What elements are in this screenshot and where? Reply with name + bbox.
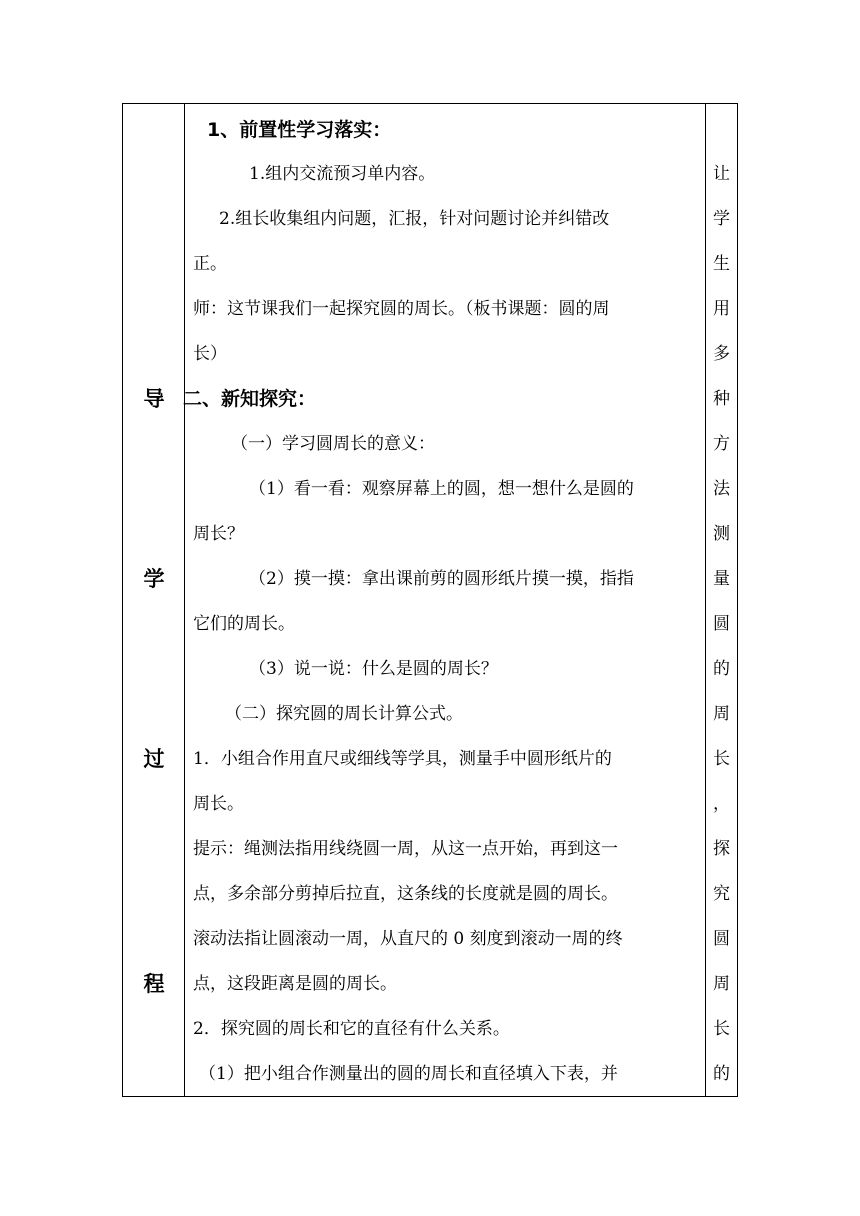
text-line: 1．小组合作用直尺或细线等学具，测量手中圆形纸片的 xyxy=(193,749,612,769)
text-line: （一）学习圆周长的意义： xyxy=(231,434,435,454)
note-char: 周 xyxy=(713,974,730,994)
note-char: 长 xyxy=(713,749,730,769)
text-line: （3）说一说：什么是圆的周长？ xyxy=(249,659,498,679)
note-char: 生 xyxy=(713,254,730,274)
text-line: 周长。 xyxy=(193,794,244,814)
text-line: 2．探究圆的周长和它的直径有什么关系。 xyxy=(193,1019,510,1039)
right-column-note xyxy=(706,104,737,1096)
left-column-label xyxy=(123,104,185,1096)
text-line: 正。 xyxy=(193,254,227,274)
text-line: 长） xyxy=(193,344,227,364)
left-char: 学 xyxy=(143,567,165,591)
text-line: 滚动法指让圆滚动一周，从直尺的 0 刻度到滚动一周的终 xyxy=(193,929,623,949)
note-char: 种 xyxy=(713,389,730,409)
note-char: 的 xyxy=(713,1064,730,1084)
text-line: （1）把小组合作测量出的圆的周长和直径填入下表，并 xyxy=(199,1064,618,1084)
text-line: （二）探究圆的周长计算公式。 xyxy=(225,704,463,724)
lesson-table xyxy=(122,103,738,1097)
note-char: 学 xyxy=(713,209,730,229)
left-char: 过 xyxy=(143,747,165,771)
text-line: 1.组内交流预习单内容。 xyxy=(249,164,436,184)
lesson-content xyxy=(185,104,705,1096)
text-line: 点，这段距离是圆的周长。 xyxy=(193,974,397,994)
left-char: 导 xyxy=(143,387,165,411)
note-char: 方 xyxy=(713,434,730,454)
section2-title: 二、新知探究： xyxy=(183,388,317,410)
note-char: 圆 xyxy=(713,929,730,949)
note-char: 让 xyxy=(713,164,730,184)
text-line: 提示：绳测法指用线绕圆一周，从这一点开始，再到这一 xyxy=(193,839,618,859)
section1-title: 1、前置性学习落实： xyxy=(207,119,392,141)
text-line: 它们的周长。 xyxy=(193,614,295,634)
note-char: ， xyxy=(713,794,730,814)
note-char: 周 xyxy=(713,704,730,724)
text-line: 点，多余部分剪掉后拉直，这条线的长度就是圆的周长。 xyxy=(193,884,618,904)
note-char: 探 xyxy=(713,839,730,859)
text-line: 周长？ xyxy=(193,524,244,544)
text-line: （2）摸一摸：拿出课前剪的圆形纸片摸一摸，指指 xyxy=(249,569,634,589)
text-line: 2.组长收集组内问题，汇报，针对问题讨论并纠错改 xyxy=(219,209,610,229)
note-char: 法 xyxy=(713,479,730,499)
note-char: 多 xyxy=(713,344,730,364)
note-char: 量 xyxy=(713,569,730,589)
text-line: 师：这节课我们一起探究圆的周长。（板书课题：圆的周 xyxy=(193,299,610,319)
text-line: （1）看一看：观察屏幕上的圆，想一想什么是圆的 xyxy=(249,479,634,499)
note-char: 长 xyxy=(713,1019,730,1039)
note-char: 用 xyxy=(713,299,730,319)
note-char: 究 xyxy=(713,884,730,904)
note-char: 测 xyxy=(713,524,730,544)
note-char: 的 xyxy=(713,659,730,679)
note-char: 圆 xyxy=(713,614,730,634)
left-char: 程 xyxy=(143,972,165,996)
